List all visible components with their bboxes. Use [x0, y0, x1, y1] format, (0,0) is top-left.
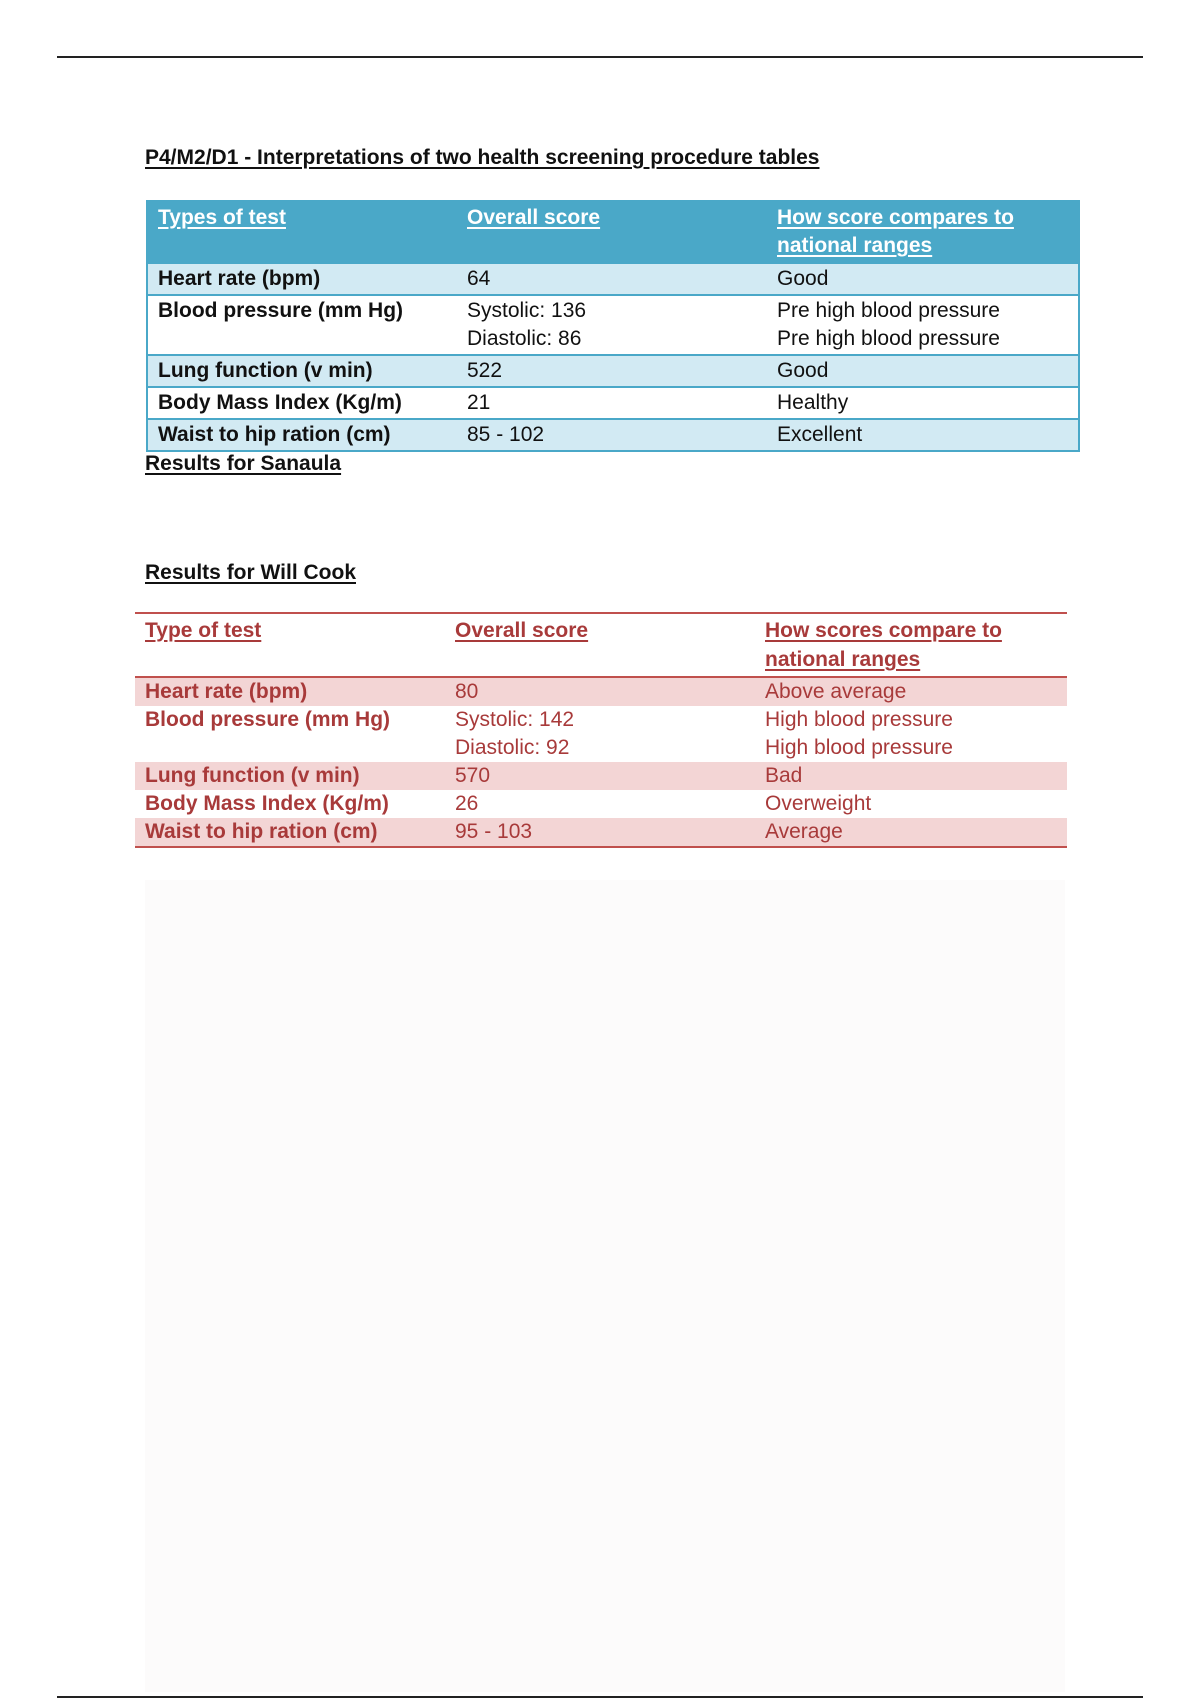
test-name: Lung function (v min): [147, 355, 457, 387]
document-title: P4/M2/D1 - Interpretations of two health screening procedure tables: [145, 146, 820, 169]
table-header-row: [135, 613, 1067, 677]
compare-value: Bad: [765, 764, 803, 787]
compare-value: Healthy: [777, 391, 849, 414]
header-rule: [57, 56, 1143, 58]
column-header: Type of test: [145, 619, 262, 642]
table-row: [147, 387, 1079, 419]
compare-cell: [755, 790, 1067, 818]
score-cell: [457, 295, 767, 355]
column-header: Overall score: [457, 201, 767, 263]
compare-value: Average: [765, 820, 843, 843]
compare-value: Pre high blood pressure: [777, 327, 1000, 350]
table-row: [147, 419, 1079, 451]
table-row: [135, 790, 1067, 818]
table-row: [135, 677, 1067, 706]
score-cell: [457, 263, 767, 295]
score-value: 64: [467, 267, 491, 290]
score-value: Diastolic: 92: [455, 736, 570, 759]
compare-cell: [755, 818, 1067, 847]
score-value: Systolic: 142: [455, 708, 575, 731]
compare-value: Above average: [765, 680, 907, 703]
score-cell: [445, 790, 755, 818]
score-value: 21: [467, 391, 491, 414]
score-value: 570: [455, 764, 491, 787]
score-cell: [457, 419, 767, 451]
test-name: Lung function (v min): [135, 762, 445, 790]
test-name: Heart rate (bpm): [135, 677, 445, 706]
compare-value: Good: [777, 267, 829, 290]
compare-cell: [755, 677, 1067, 706]
compare-value: High blood pressure: [765, 736, 953, 759]
compare-cell: [755, 762, 1067, 790]
test-name: Blood pressure (mm Hg): [145, 708, 391, 731]
score-value: 80: [455, 680, 479, 703]
column-header: How score compares to national ranges: [767, 201, 1079, 263]
score-cell: [445, 762, 755, 790]
compare-value: High blood pressure: [765, 708, 953, 731]
column-header: Overall score: [455, 619, 589, 642]
test-name: Waist to hip ration (cm): [135, 818, 445, 847]
table-header-row: [147, 201, 1079, 263]
sanaula-results-table: [146, 200, 1080, 452]
test-name: Heart rate (bpm): [147, 263, 457, 295]
table-row: [147, 355, 1079, 387]
compare-value: Pre high blood pressure: [777, 299, 1000, 322]
sanaula-caption: Results for Sanaula: [145, 452, 342, 475]
compare-cell: [767, 263, 1079, 295]
compare-cell: [755, 706, 1067, 762]
score-value: Systolic: 136: [467, 299, 587, 322]
score-cell: [445, 677, 755, 706]
score-value: 85 - 102: [467, 423, 545, 446]
compare-cell: [767, 355, 1079, 387]
test-name: Body Mass Index (Kg/m): [145, 792, 389, 815]
compare-cell: [767, 419, 1079, 451]
score-value: 95 - 103: [455, 820, 533, 843]
test-name: Blood pressure (mm Hg): [147, 295, 457, 355]
column-header: How scores compare to national ranges: [765, 619, 1002, 671]
compare-cell: [767, 387, 1079, 419]
score-cell: [445, 706, 755, 762]
compare-value: Good: [777, 359, 829, 382]
page-background: [145, 880, 1065, 1692]
score-cell: [457, 355, 767, 387]
score-value: Diastolic: 86: [467, 327, 582, 350]
will-cook-caption: Results for Will Cook: [145, 561, 356, 584]
table-row: [135, 818, 1067, 847]
test-name: Waist to hip ration (cm): [147, 419, 457, 451]
score-cell: [445, 818, 755, 847]
table-row: [147, 263, 1079, 295]
table-row: [147, 295, 1079, 355]
compare-value: Excellent: [777, 423, 863, 446]
table-row: [135, 762, 1067, 790]
compare-value: Overweight: [765, 792, 872, 815]
table-row: [135, 706, 1067, 762]
compare-cell: [767, 295, 1079, 355]
will-cook-results-table: [135, 612, 1067, 848]
footer-rule: [57, 1696, 1143, 1698]
score-value: 26: [455, 792, 479, 815]
score-value: 522: [467, 359, 503, 382]
column-header: Types of test: [147, 201, 457, 263]
score-cell: [457, 387, 767, 419]
test-name: Body Mass Index (Kg/m): [147, 387, 457, 419]
